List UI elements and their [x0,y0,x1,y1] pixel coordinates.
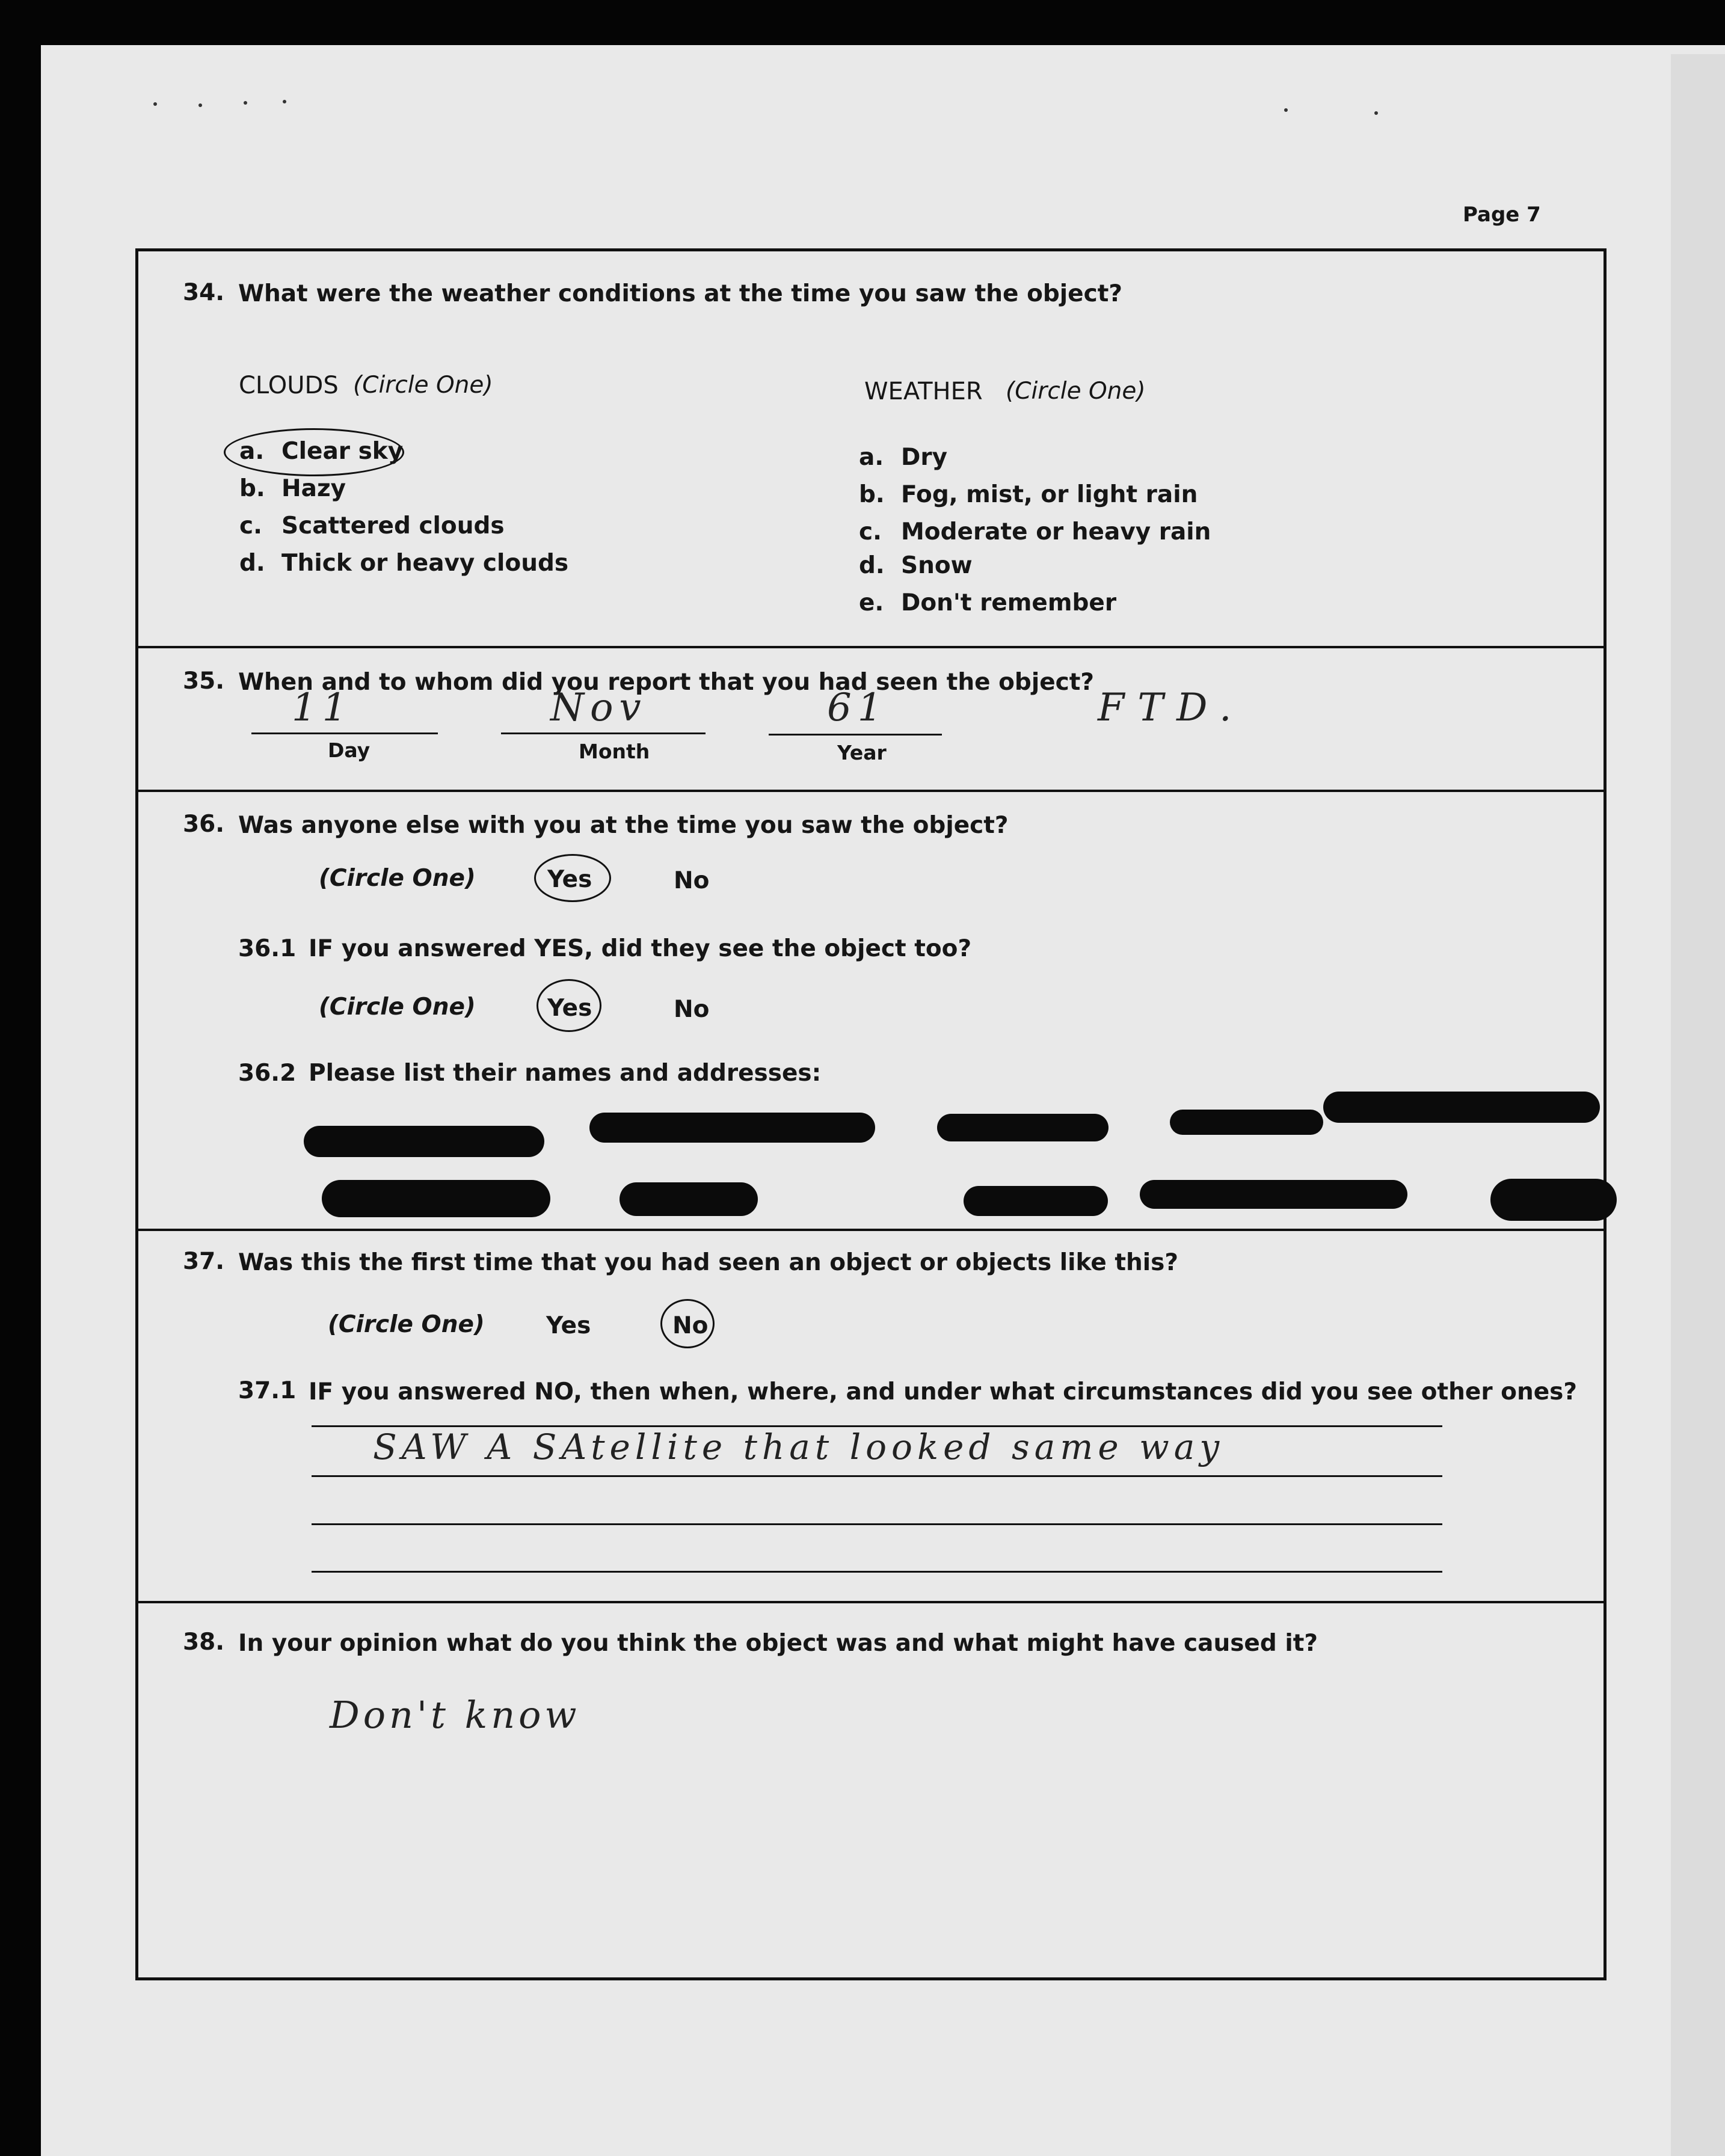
answer-line [312,1523,1442,1525]
day-line [251,732,438,734]
question-text: Was anyone else with you at the time you saw the object? [238,812,1009,839]
q36-yes-option[interactable]: Yes [547,866,592,893]
answer-line [312,1571,1442,1573]
report-month-value[interactable]: Nov [550,686,647,730]
clouds-circle-instruction: (Circle One) [353,372,493,399]
question-number: 35. [183,668,225,695]
weather-option-rain[interactable]: Moderate or heavy rain [901,518,1211,545]
question-number: 36. [183,811,225,838]
q361-no-option[interactable]: No [674,996,710,1023]
sub-question-number: 37.1 [238,1377,297,1404]
q37-no-option[interactable]: No [672,1312,709,1339]
question-number: 37. [183,1248,225,1275]
question-text: When and to whom did you report that you had seen the object? [238,669,1095,696]
sub-question-text: Please list their names and addresses: [309,1060,822,1087]
clouds-option-letter: b. [239,475,265,502]
weather-circle-instruction: (Circle One) [1006,378,1146,405]
redacted-block [1323,1092,1600,1123]
redacted-block [937,1114,1108,1141]
redacted-block [304,1126,544,1157]
month-line [501,732,706,734]
page-number: Page 7 [1463,203,1541,227]
question-number: 34. [183,279,225,306]
redacted-block [322,1180,550,1217]
report-day-value[interactable]: 11 [292,686,353,730]
speck [244,101,247,105]
sub-question-text: IF you answered NO, then when, where, and under what circumstances did you see other ones? [309,1378,1577,1405]
redacted-block [589,1113,875,1143]
circle-instruction: (Circle One) [319,865,476,892]
clouds-option-thick[interactable]: Thick or heavy clouds [281,550,569,577]
sub-question-number: 36.1 [238,935,297,962]
question-text: In your opinion what do you think the object was and what might have caused it? [238,1630,1318,1657]
question-number: 38. [183,1629,225,1656]
day-label: Day [328,739,371,762]
q37-yes-option[interactable]: Yes [546,1312,591,1339]
weather-option-dry[interactable]: Dry [901,444,948,471]
question-text: Was this the first time that you had seen an object or objects like this? [238,1249,1179,1276]
weather-option-letter: d. [859,552,885,579]
sub-question-text: IF you answered YES, did they see the object too? [309,935,972,962]
reported-to-value[interactable]: FTD. [1098,686,1245,730]
report-year-value[interactable]: 61 [827,686,888,730]
q36-no-option[interactable]: No [674,867,710,894]
weather-option-letter: c. [859,518,882,545]
speck [1374,111,1378,115]
redacted-block [1490,1179,1617,1221]
answer-line [312,1475,1442,1477]
month-label: Month [579,740,650,763]
weather-option-snow[interactable]: Snow [901,552,973,579]
divider-38 [135,1601,1607,1603]
sub-question-number: 36.2 [238,1060,297,1087]
speck [198,103,202,107]
weather-option-letter: a. [859,444,884,471]
circle-instruction: (Circle One) [328,1311,485,1338]
q371-answer[interactable]: SAW A SAtellite that looked same way [373,1427,1225,1467]
redacted-block [620,1182,758,1216]
weather-option-letter: e. [859,589,884,616]
speck [1284,108,1288,112]
divider-37 [135,1229,1607,1231]
circle-instruction: (Circle One) [319,994,476,1021]
weather-option-dont-remember[interactable]: Don't remember [901,589,1117,616]
divider-35 [135,646,1607,648]
q361-yes-option[interactable]: Yes [547,995,592,1022]
divider-36 [135,790,1607,792]
sheet-edge [1671,54,1725,2156]
weather-heading: WEATHER [864,378,983,405]
year-line [769,734,942,736]
clouds-option-clear-sky[interactable]: Clear sky [281,438,404,465]
speck [153,102,157,106]
year-label: Year [837,741,887,764]
clouds-option-letter: a. [239,438,265,465]
clouds-heading: CLOUDS [239,372,339,399]
weather-option-fog[interactable]: Fog, mist, or light rain [901,481,1198,508]
speck [283,100,286,103]
clouds-option-scattered[interactable]: Scattered clouds [281,512,505,539]
question-text: What were the weather conditions at the time you saw the object? [238,280,1122,307]
redacted-block [1140,1180,1407,1209]
redacted-block [1170,1110,1323,1135]
clouds-option-letter: d. [239,550,265,577]
redacted-block [964,1186,1108,1216]
clouds-option-letter: c. [239,512,262,539]
clouds-option-hazy[interactable]: Hazy [281,475,346,502]
weather-option-letter: b. [859,481,885,508]
q38-answer[interactable]: Don't know [330,1693,580,1737]
